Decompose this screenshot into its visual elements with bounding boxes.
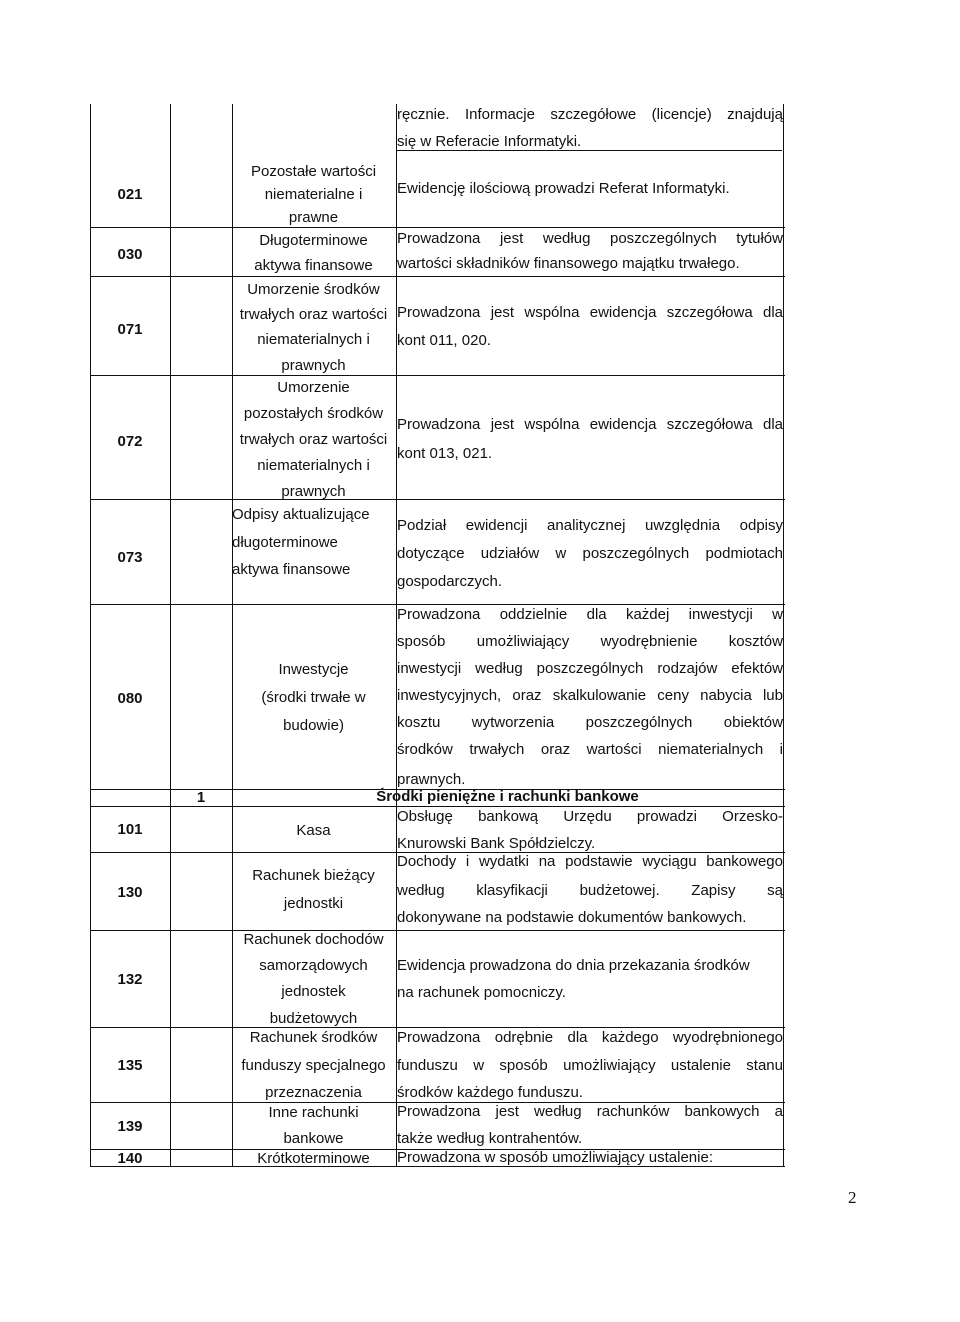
account-description-line: Prowadzona jest wspólna ewidencja szczegółowa dla: [397, 416, 783, 433]
account-description-line: dotyczące udziałów w poszczególnych podmiotach: [397, 545, 783, 562]
account-name-line: budżetowych: [269, 1010, 358, 1027]
account-name-line: Umorzenie: [277, 379, 350, 396]
account-name-line: bankowe: [283, 1130, 344, 1147]
account-name-line: trwałych oraz wartości: [239, 306, 388, 323]
account-description-line: sposób umożliwiający wyodrębnienie kosztów: [397, 633, 783, 650]
account-description-line: także według kontrahentów.: [397, 1130, 583, 1147]
account-description-line: Prowadzona jest według rachunków bankowych a: [397, 1103, 783, 1120]
account-name-line: długoterminowe: [232, 534, 338, 551]
account-name-line: funduszy specjalnego: [241, 1057, 386, 1074]
account-name-line: budowie): [283, 717, 344, 734]
account-description-line: Prowadzona odrębnie dla każdego wyodrębnionego: [397, 1029, 783, 1046]
continued-description-line: ręcznie. Informacje szczegółowe (licencje) znajdują: [397, 106, 783, 123]
account-description-line: inwestycji według poszczególnych rodzajów efektów: [397, 660, 783, 677]
account-name-line: Długoterminowe: [259, 232, 368, 249]
account-code: 030: [117, 246, 143, 263]
account-name-line: jednostek: [281, 983, 346, 1000]
account-code: 139: [117, 1118, 143, 1135]
account-name-line: Umorzenie środków: [247, 281, 380, 298]
account-name-line: jednostki: [283, 895, 344, 912]
account-name-line: Inne rachunki: [268, 1104, 359, 1121]
account-name-line: Rachunek środków: [249, 1029, 378, 1046]
account-name-line: (środki trwałe w: [261, 689, 366, 706]
account-description-line: według klasyfikacji budżetowej. Zapisy są: [397, 882, 783, 899]
account-name-line: samorządowych: [259, 957, 368, 974]
account-name-line: Pozostałe wartości: [250, 163, 377, 180]
account-description-line: Obsługę bankową Urzędu prowadzi Orzesko-: [397, 808, 783, 825]
account-name-line: prawne: [288, 209, 339, 226]
account-name-line: Odpisy aktualizujące: [232, 506, 370, 523]
account-description-line: dokonywane na podstawie dokumentów bankowych.: [397, 909, 747, 926]
account-code: 072: [117, 433, 143, 450]
account-code: 071: [117, 321, 143, 338]
account-code: 130: [117, 884, 143, 901]
account-name-line: pozostałych środków: [243, 405, 384, 422]
account-description-line: prawnych.: [397, 771, 466, 788]
account-code: 080: [117, 690, 143, 707]
account-name-line: Inwestycje: [278, 661, 349, 678]
account-name-line: trwałych oraz wartości: [239, 431, 388, 448]
account-description-line: wartości składników finansowego majątku trwałego.: [397, 255, 740, 272]
account-name-line: niematerialne i: [264, 186, 363, 203]
account-name-line: Rachunek dochodów: [243, 931, 384, 948]
account-description-line: kont 013, 021.: [397, 445, 493, 462]
account-description-line: Prowadzona oddzielnie dla każdej inwestycji w: [397, 606, 783, 623]
account-code: 101: [117, 821, 143, 838]
account-description-line: Prowadzona jest wspólna ewidencja szczegółowa dla: [397, 304, 783, 321]
section-number: 1: [196, 789, 206, 806]
account-description-line: środków każdego funduszu.: [397, 1084, 583, 1101]
account-description-line: Prowadzona w sposób umożliwiający ustalenie:: [397, 1149, 713, 1166]
account-name-line: prawnych: [281, 357, 346, 374]
account-description-line: na rachunek pomocniczy.: [397, 984, 566, 1001]
account-description-line: Knurowski Bank Spółdzielczy.: [397, 835, 596, 852]
continued-description-line: się w Referacie Informatyki.: [397, 133, 582, 150]
account-description-line: inwestycyjnych, oraz skalkulowanie ceny nabycia lub: [397, 687, 783, 704]
account-name-line: niematerialnych i: [257, 457, 370, 474]
account-code: 140: [117, 1150, 143, 1167]
account-description-line: Podział ewidencji analitycznej uwzględnia odpisy: [397, 517, 783, 534]
account-name-line: przeznaczenia: [265, 1084, 362, 1101]
account-description-line: funduszu w sposób umożliwiający ustalenie stanu: [397, 1057, 783, 1074]
account-code: 021: [117, 186, 143, 203]
account-description-line: Ewidencja prowadzona do dnia przekazania środków: [397, 957, 750, 974]
section-title: Środki pieniężne i rachunki bankowe: [376, 788, 639, 805]
account-name-line: aktywa finansowe: [254, 257, 373, 274]
account-description-line: gospodarczych.: [397, 573, 503, 590]
account-code: 132: [117, 971, 143, 988]
account-name-line: aktywa finansowe: [232, 561, 351, 578]
account-description-line: środków trwałych oraz wartości niematerialnych i: [397, 741, 783, 758]
account-name-line: prawnych: [281, 483, 346, 500]
account-name-line: Kasa: [296, 822, 331, 839]
account-description-line: kont 011, 020.: [397, 332, 491, 349]
account-code: 073: [117, 549, 143, 566]
page-number: 2: [848, 1188, 857, 1207]
account-description-line: kosztu wytworzenia poszczególnych obiektów: [397, 714, 783, 731]
account-name-line: niematerialnych i: [257, 331, 370, 348]
account-description-line: Ewidencję ilościową prowadzi Referat Informatyki.: [397, 180, 730, 197]
account-code: 135: [117, 1057, 143, 1074]
account-description-line: Prowadzona jest według poszczególnych tytułów: [397, 230, 783, 247]
account-description-line: Dochody i wydatki na podstawie wyciągu bankowego: [397, 853, 783, 870]
account-name-line: Krótkoterminowe: [257, 1150, 370, 1167]
account-name-line: Rachunek bieżący: [252, 867, 375, 884]
